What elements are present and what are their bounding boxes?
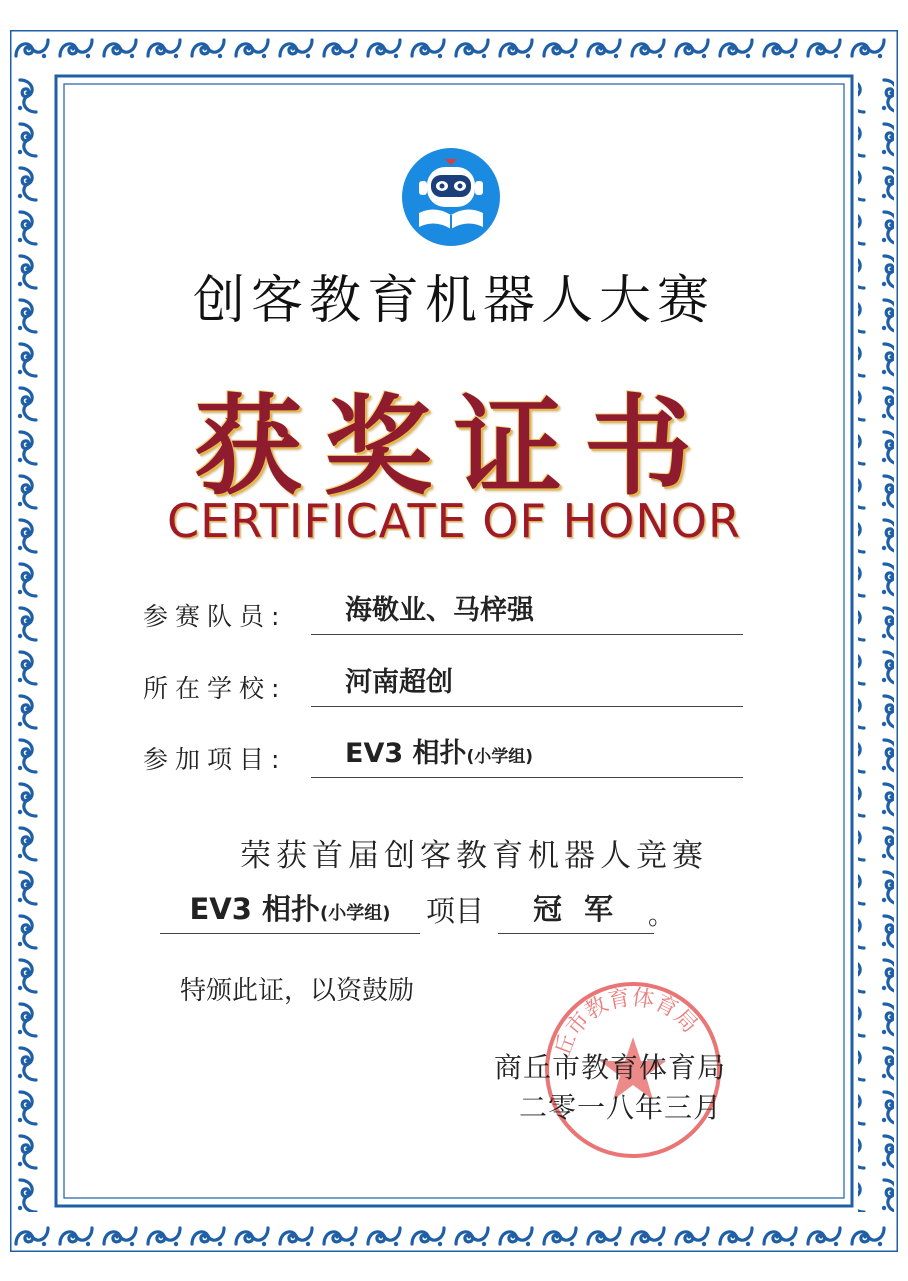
- field-label: 所在学校:: [143, 674, 287, 703]
- field-value: [315, 588, 743, 627]
- certificate-english-title: CERTIFICATE OF HONOR: [167, 494, 741, 548]
- underline: [160, 933, 420, 934]
- award-row: [160, 888, 680, 934]
- closing-text: 特颁此证，以资鼓励: [180, 976, 415, 1006]
- underline: [498, 933, 654, 934]
- award-project-group: (小学组): [320, 903, 391, 924]
- field-project: [143, 734, 743, 778]
- issuer-name: 商丘市教育体育局: [494, 1051, 727, 1084]
- robot-reading-book-icon: [401, 147, 501, 247]
- certificate-main-title: 获奖证书: [193, 385, 714, 510]
- period-mark: 。: [648, 901, 675, 931]
- underline: [311, 634, 743, 635]
- event-title: 创客教育机器人大赛: [192, 271, 715, 331]
- project-value: EV3 相扑: [345, 738, 467, 769]
- award-project-name: EV3 相扑: [189, 892, 321, 926]
- item-word: 项目: [426, 894, 485, 928]
- award-project: [160, 887, 420, 928]
- field-label: 参加项目:: [143, 745, 287, 774]
- issue-date: 二零一八年三月: [519, 1091, 723, 1124]
- team-members-value: 海敬业、马梓强: [345, 595, 534, 626]
- field-school: [143, 663, 743, 707]
- field-label: 参赛队员:: [143, 602, 287, 631]
- school-value: 河南超创: [345, 667, 453, 698]
- project-group: (小学组): [466, 747, 534, 767]
- field-value: [315, 660, 743, 699]
- award-rank: 冠 军: [532, 892, 620, 926]
- underline: [311, 706, 743, 707]
- honor-statement: 荣获首届创客教育机器人竞赛: [240, 838, 708, 874]
- field-team-members: [143, 591, 743, 635]
- field-value: [315, 731, 743, 770]
- seal-text: 丘市教育体育局: [550, 985, 703, 1060]
- underline: [311, 777, 743, 778]
